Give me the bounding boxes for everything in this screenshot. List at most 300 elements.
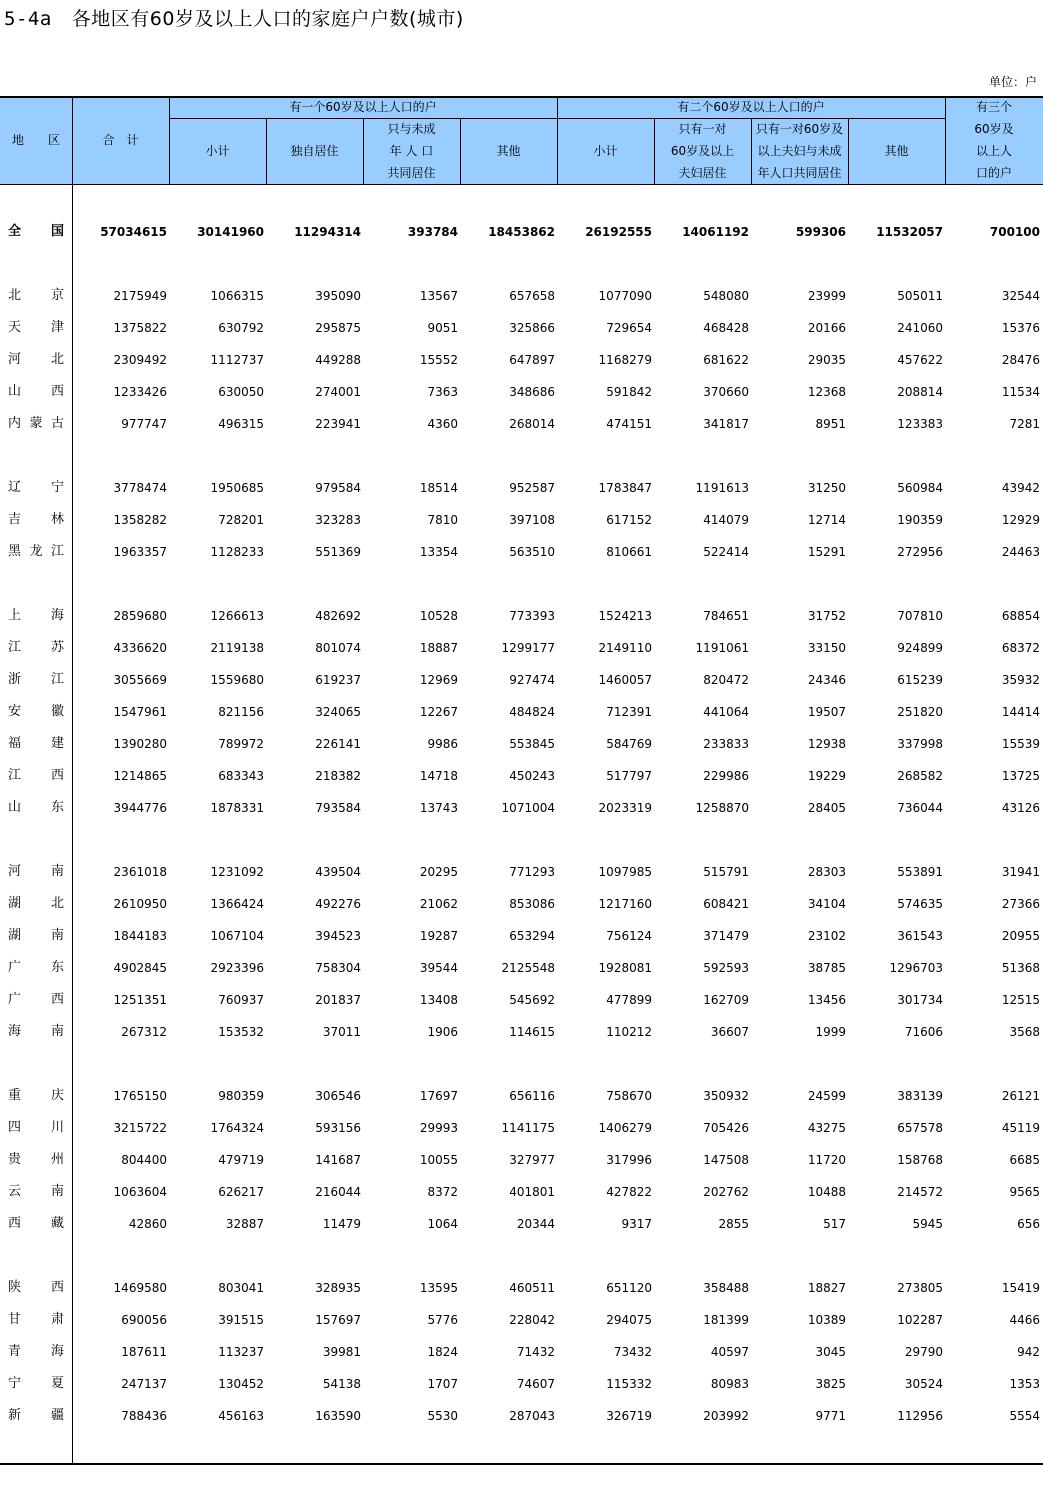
table-row-cell: 34104 bbox=[807, 897, 846, 911]
table-row-cell: 370660 bbox=[703, 385, 749, 399]
table-row-cell: 337998 bbox=[897, 737, 943, 751]
table-row-cell: 551369 bbox=[315, 545, 361, 559]
table-row-cell: 615239 bbox=[897, 673, 943, 687]
table-row-cell: 2361018 bbox=[113, 865, 167, 879]
table-row-cell: 20295 bbox=[419, 865, 458, 879]
table-row-cell: 2923396 bbox=[210, 961, 264, 975]
table-row-cell: 647897 bbox=[509, 353, 555, 367]
table-row-cell: 729654 bbox=[606, 321, 652, 335]
table-row-cell: 114615 bbox=[509, 1025, 555, 1039]
table-row-cell: 4336620 bbox=[113, 641, 167, 655]
table-row-cell: 1366424 bbox=[210, 897, 264, 911]
table-row-cell: 51368 bbox=[1001, 961, 1040, 975]
table-row-cell: 45119 bbox=[1001, 1121, 1040, 1135]
header-total: 合 计 bbox=[72, 96, 169, 184]
table-row-cell: 584769 bbox=[606, 737, 652, 751]
table-row-cell: 21062 bbox=[419, 897, 458, 911]
table-row-cell: 593156 bbox=[315, 1121, 361, 1135]
table-row-cell: 20166 bbox=[807, 321, 846, 335]
header-g1-minor-line: 年 人 口 bbox=[389, 144, 434, 158]
unit-label: 单位：户 bbox=[988, 75, 1037, 89]
table-row-cell: 1950685 bbox=[210, 481, 264, 495]
table-row-region: 浙 江 bbox=[8, 672, 64, 687]
header-region: 地 区 bbox=[0, 96, 72, 184]
table-row-region: 四 川 bbox=[8, 1120, 64, 1135]
table-row-cell: 1258870 bbox=[695, 801, 749, 815]
table-row-cell: 7363 bbox=[427, 385, 458, 399]
header-g1-minor bbox=[363, 118, 460, 184]
table-row-cell: 23999 bbox=[807, 289, 846, 303]
table-row-cell: 24346 bbox=[807, 673, 846, 687]
table-row-cell: 33150 bbox=[807, 641, 846, 655]
table-row-cell: 12267 bbox=[419, 705, 458, 719]
header-divider bbox=[169, 96, 170, 184]
table-row-cell: 268014 bbox=[509, 417, 555, 431]
table-row-cell: 391515 bbox=[218, 1313, 264, 1327]
table-row-cell: 15419 bbox=[1001, 1281, 1040, 1295]
table-row-region: 宁 夏 bbox=[8, 1376, 64, 1391]
table-row-cell: 394523 bbox=[315, 929, 361, 943]
table-row-cell: 3215722 bbox=[113, 1121, 167, 1135]
table-row-cell: 456163 bbox=[218, 1409, 264, 1423]
table-row-cell: 71432 bbox=[516, 1345, 555, 1359]
table-row-cell: 1067104 bbox=[210, 929, 264, 943]
header-g1-alone: 独自居住 bbox=[266, 118, 363, 184]
table-row-cell: 294075 bbox=[606, 1313, 652, 1327]
table-row-region: 河 北 bbox=[8, 352, 64, 367]
table-row-cell: 162709 bbox=[703, 993, 749, 1007]
table-row-cell: 1783847 bbox=[598, 481, 652, 495]
table-row-cell: 656116 bbox=[509, 1089, 555, 1103]
table-row-cell: 952587 bbox=[509, 481, 555, 495]
table-row-region: 辽 宁 bbox=[8, 480, 64, 495]
header-group3-line: 口的户 bbox=[975, 166, 1012, 180]
header-group3-line: 60岁及 bbox=[974, 122, 1014, 136]
table-row-cell: 112956 bbox=[897, 1409, 943, 1423]
table-row-cell: 804400 bbox=[121, 1153, 167, 1167]
table-row-cell: 228042 bbox=[509, 1313, 555, 1327]
table-row-cell: 4466 bbox=[1009, 1313, 1040, 1327]
table-row-cell: 38785 bbox=[807, 961, 846, 975]
table-row-cell: 441064 bbox=[703, 705, 749, 719]
national-row-cell: 14061192 bbox=[682, 225, 749, 239]
table-row-cell: 181399 bbox=[703, 1313, 749, 1327]
table-row-cell: 1375822 bbox=[113, 321, 167, 335]
table-row-region: 内蒙古 bbox=[8, 416, 64, 431]
header-g2-other: 其他 bbox=[848, 118, 945, 184]
table-row-cell: 1233426 bbox=[113, 385, 167, 399]
table-code: 5-4a bbox=[4, 8, 52, 30]
table-row-cell: 1266613 bbox=[210, 609, 264, 623]
table-row-cell: 574635 bbox=[897, 897, 943, 911]
table-row-cell: 190359 bbox=[897, 513, 943, 527]
table-row-cell: 1141175 bbox=[501, 1121, 555, 1135]
header-divider bbox=[751, 118, 752, 184]
table-row-cell: 2610950 bbox=[113, 897, 167, 911]
table-row-cell: 54138 bbox=[322, 1377, 361, 1391]
table-row-cell: 223941 bbox=[315, 417, 361, 431]
table-row-cell: 617152 bbox=[606, 513, 652, 527]
header-divider bbox=[557, 96, 558, 184]
table-row-cell: 12969 bbox=[419, 673, 458, 687]
region-column-divider bbox=[72, 184, 73, 1464]
table-row-cell: 11720 bbox=[807, 1153, 846, 1167]
table-row-cell: 32887 bbox=[225, 1217, 264, 1231]
table-row-cell: 325866 bbox=[509, 321, 555, 335]
table-row-cell: 712391 bbox=[606, 705, 652, 719]
table-row-cell: 274001 bbox=[315, 385, 361, 399]
table-row-cell: 10528 bbox=[419, 609, 458, 623]
table-row-cell: 439504 bbox=[315, 865, 361, 879]
table-row-cell: 810661 bbox=[606, 545, 652, 559]
national-row-cell: 11294314 bbox=[294, 225, 361, 239]
table-row-cell: 592593 bbox=[703, 961, 749, 975]
header-g1-minor-line: 只与未成 bbox=[387, 122, 436, 136]
table-row-cell: 14718 bbox=[419, 769, 458, 783]
table-row-cell: 457622 bbox=[897, 353, 943, 367]
table-row-cell: 14414 bbox=[1001, 705, 1040, 719]
national-row-cell: 30141960 bbox=[197, 225, 264, 239]
table-row-cell: 484824 bbox=[509, 705, 555, 719]
table-row-cell: 1469580 bbox=[113, 1281, 167, 1295]
header-bottom-line bbox=[0, 184, 1043, 185]
table-row-cell: 43126 bbox=[1001, 801, 1040, 815]
table-row-cell: 9565 bbox=[1009, 1185, 1040, 1199]
table-row-cell: 3825 bbox=[815, 1377, 846, 1391]
table-row-region: 福 建 bbox=[8, 736, 64, 751]
table-row-cell: 7810 bbox=[427, 513, 458, 527]
table-row-cell: 1063604 bbox=[113, 1185, 167, 1199]
table-row-cell: 619237 bbox=[315, 673, 361, 687]
national-row-cell: 700100 bbox=[989, 225, 1040, 239]
table-row-region: 陕 西 bbox=[8, 1280, 64, 1295]
table-row-cell: 68372 bbox=[1001, 641, 1040, 655]
table-row-cell: 1999 bbox=[815, 1025, 846, 1039]
table-row-cell: 28303 bbox=[807, 865, 846, 879]
table-row-cell: 4902845 bbox=[113, 961, 167, 975]
table-row-cell: 1765150 bbox=[113, 1089, 167, 1103]
table-row-cell: 2023319 bbox=[598, 801, 652, 815]
table-row-cell: 11534 bbox=[1001, 385, 1040, 399]
table-row-cell: 1214865 bbox=[113, 769, 167, 783]
table-row-cell: 158768 bbox=[897, 1153, 943, 1167]
table-row-cell: 218382 bbox=[315, 769, 361, 783]
table-row-cell: 1358282 bbox=[113, 513, 167, 527]
table-row-cell: 267312 bbox=[121, 1025, 167, 1039]
table-row-cell: 102287 bbox=[897, 1313, 943, 1327]
table-row-cell: 5945 bbox=[912, 1217, 943, 1231]
table-row-cell: 482692 bbox=[315, 609, 361, 623]
table-row-cell: 1128233 bbox=[210, 545, 264, 559]
table-row-cell: 71606 bbox=[904, 1025, 943, 1039]
table-row-cell: 1460057 bbox=[598, 673, 652, 687]
table-row-cell: 130452 bbox=[218, 1377, 264, 1391]
header-group2: 有二个60岁及以上人口的户 bbox=[557, 96, 945, 118]
table-row-cell: 821156 bbox=[218, 705, 264, 719]
table-row-cell: 241060 bbox=[897, 321, 943, 335]
table-row-cell: 10055 bbox=[419, 1153, 458, 1167]
table-row-cell: 13408 bbox=[419, 993, 458, 1007]
table-row-cell: 563510 bbox=[509, 545, 555, 559]
table-row-cell: 326719 bbox=[606, 1409, 652, 1423]
table-row-region: 广 东 bbox=[8, 960, 64, 975]
table-row-cell: 123383 bbox=[897, 417, 943, 431]
table-row-cell: 273805 bbox=[897, 1281, 943, 1295]
table-row-cell: 2855 bbox=[718, 1217, 749, 1231]
table-row-cell: 4360 bbox=[427, 417, 458, 431]
table-row-cell: 9317 bbox=[621, 1217, 652, 1231]
national-row-cell: 11532057 bbox=[876, 225, 943, 239]
table-row-cell: 226141 bbox=[315, 737, 361, 751]
table-row-cell: 460511 bbox=[509, 1281, 555, 1295]
table-row-region: 重 庆 bbox=[8, 1088, 64, 1103]
table-row-cell: 515791 bbox=[703, 865, 749, 879]
table-row-cell: 760937 bbox=[218, 993, 264, 1007]
header-divider bbox=[945, 96, 946, 184]
national-row-cell: 18453862 bbox=[488, 225, 555, 239]
table-row-cell: 29993 bbox=[419, 1121, 458, 1135]
table-row-cell: 324065 bbox=[315, 705, 361, 719]
table-row-cell: 1906 bbox=[427, 1025, 458, 1039]
table-row-cell: 545692 bbox=[509, 993, 555, 1007]
table-row-cell: 147508 bbox=[703, 1153, 749, 1167]
table-row-cell: 272956 bbox=[897, 545, 943, 559]
table-row-cell: 23102 bbox=[807, 929, 846, 943]
table-row-cell: 12929 bbox=[1001, 513, 1040, 527]
table-row-cell: 19229 bbox=[807, 769, 846, 783]
table-row-cell: 110212 bbox=[606, 1025, 652, 1039]
table-row-cell: 7281 bbox=[1009, 417, 1040, 431]
table-row-cell: 517797 bbox=[606, 769, 652, 783]
table-row-region: 江 西 bbox=[8, 768, 64, 783]
table-row-cell: 1191613 bbox=[695, 481, 749, 495]
table-row-cell: 28405 bbox=[807, 801, 846, 815]
table-row-cell: 383139 bbox=[897, 1089, 943, 1103]
table-row-cell: 427822 bbox=[606, 1185, 652, 1199]
header-divider bbox=[72, 96, 73, 184]
table-row-cell: 1064 bbox=[427, 1217, 458, 1231]
header-g2-couple bbox=[654, 118, 751, 184]
header-g2-couple-minor-line: 只有一对60岁及 bbox=[755, 122, 844, 136]
table-row-cell: 19507 bbox=[807, 705, 846, 719]
table-row-cell: 756124 bbox=[606, 929, 652, 943]
table-row-cell: 2859680 bbox=[113, 609, 167, 623]
table-row-cell: 32544 bbox=[1001, 289, 1040, 303]
table-row-cell: 468428 bbox=[703, 321, 749, 335]
table-row-cell: 268582 bbox=[897, 769, 943, 783]
table-row-region: 新 疆 bbox=[8, 1408, 64, 1423]
table-row-cell: 560984 bbox=[897, 481, 943, 495]
table-row-cell: 683343 bbox=[218, 769, 264, 783]
table-row-cell: 287043 bbox=[509, 1409, 555, 1423]
page-title bbox=[4, 4, 464, 31]
table-row-cell: 728201 bbox=[218, 513, 264, 527]
header-group1: 有一个60岁及以上人口的户 bbox=[169, 96, 557, 118]
table-row-cell: 1524213 bbox=[598, 609, 652, 623]
table-row-cell: 36607 bbox=[710, 1025, 749, 1039]
table-row-cell: 707810 bbox=[897, 609, 943, 623]
table-row-region: 云 南 bbox=[8, 1184, 64, 1199]
header-g2-couple-minor-line: 以上夫妇与未成 bbox=[757, 144, 842, 158]
table-row-cell: 2309492 bbox=[113, 353, 167, 367]
header-g2-couple-line: 夫妇居住 bbox=[678, 166, 727, 180]
table-row-cell: 323283 bbox=[315, 513, 361, 527]
table-row-cell: 2125548 bbox=[501, 961, 555, 975]
table-row-cell: 1878331 bbox=[210, 801, 264, 815]
header-g2-couple-line: 只有一对 bbox=[678, 122, 727, 136]
header-divider bbox=[654, 118, 655, 184]
table-row-cell: 214572 bbox=[897, 1185, 943, 1199]
table-row-region: 甘 肃 bbox=[8, 1312, 64, 1327]
table-row-cell: 39981 bbox=[322, 1345, 361, 1359]
table-row-cell: 29035 bbox=[807, 353, 846, 367]
national-row-cell: 57034615 bbox=[100, 225, 167, 239]
table-row-cell: 10389 bbox=[807, 1313, 846, 1327]
table-row-cell: 788436 bbox=[121, 1409, 167, 1423]
national-row-cell: 26192555 bbox=[585, 225, 652, 239]
table-row-cell: 9051 bbox=[427, 321, 458, 335]
table-row-cell: 477899 bbox=[606, 993, 652, 1007]
table-row-cell: 3568 bbox=[1009, 1025, 1040, 1039]
table-row-region: 西 藏 bbox=[8, 1216, 64, 1231]
table-row-cell: 9771 bbox=[815, 1409, 846, 1423]
table-row-cell: 591842 bbox=[606, 385, 652, 399]
table-row-cell: 979584 bbox=[315, 481, 361, 495]
table-row-cell: 201837 bbox=[315, 993, 361, 1007]
table-row-cell: 1296703 bbox=[889, 961, 943, 975]
table-row-cell: 771293 bbox=[509, 865, 555, 879]
header-group3-line: 以上人 bbox=[975, 144, 1012, 158]
table-row-cell: 8951 bbox=[815, 417, 846, 431]
table-row-cell: 758670 bbox=[606, 1089, 652, 1103]
table-row-cell: 43275 bbox=[807, 1121, 846, 1135]
table-row-cell: 317996 bbox=[606, 1153, 652, 1167]
table-row-cell: 18514 bbox=[419, 481, 458, 495]
table-row-cell: 1077090 bbox=[598, 289, 652, 303]
table-row-cell: 548080 bbox=[703, 289, 749, 303]
table-row-cell: 3944776 bbox=[113, 801, 167, 815]
table-row-cell: 397108 bbox=[509, 513, 555, 527]
table-title: 各地区有60岁及以上人口的家庭户户数(城市) bbox=[71, 8, 464, 30]
table-row-region: 河 南 bbox=[8, 864, 64, 879]
table-row-cell: 40597 bbox=[710, 1345, 749, 1359]
table-row-cell: 1353 bbox=[1009, 1377, 1040, 1391]
header-g1-subtotal: 小计 bbox=[169, 118, 266, 184]
table-row-cell: 74607 bbox=[516, 1377, 555, 1391]
header-group3 bbox=[945, 96, 1043, 184]
table-row-cell: 73432 bbox=[613, 1345, 652, 1359]
table-row-region: 湖 北 bbox=[8, 896, 64, 911]
table-row-cell: 758304 bbox=[315, 961, 361, 975]
table-row-cell: 1764324 bbox=[210, 1121, 264, 1135]
table-row-cell: 1191061 bbox=[695, 641, 749, 655]
table-row-cell: 942 bbox=[1017, 1345, 1040, 1359]
table-row-cell: 630050 bbox=[218, 385, 264, 399]
table-row-cell: 789972 bbox=[218, 737, 264, 751]
table-row-cell: 371479 bbox=[703, 929, 749, 943]
table-row-cell: 31941 bbox=[1001, 865, 1040, 879]
table-row-cell: 1707 bbox=[427, 1377, 458, 1391]
table-row-cell: 5530 bbox=[427, 1409, 458, 1423]
table-row-region: 山 西 bbox=[8, 384, 64, 399]
table-row-cell: 1112737 bbox=[210, 353, 264, 367]
table-row-cell: 13456 bbox=[807, 993, 846, 1007]
table-row-cell: 705426 bbox=[703, 1121, 749, 1135]
table-row-cell: 341817 bbox=[703, 417, 749, 431]
table-row-region: 吉 林 bbox=[8, 512, 64, 527]
table-row-cell: 24463 bbox=[1001, 545, 1040, 559]
table-row-cell: 479719 bbox=[218, 1153, 264, 1167]
table-row-cell: 2175949 bbox=[113, 289, 167, 303]
table-row-cell: 1390280 bbox=[113, 737, 167, 751]
table-row-cell: 28476 bbox=[1001, 353, 1040, 367]
table-row-cell: 301734 bbox=[897, 993, 943, 1007]
table-row-cell: 820472 bbox=[703, 673, 749, 687]
table-row-cell: 801074 bbox=[315, 641, 361, 655]
table-row-cell: 1231092 bbox=[210, 865, 264, 879]
table-row-cell: 295875 bbox=[315, 321, 361, 335]
table-row-cell: 43942 bbox=[1001, 481, 1040, 495]
table-row-cell: 27366 bbox=[1001, 897, 1040, 911]
table-row-cell: 1406279 bbox=[598, 1121, 652, 1135]
table-row-cell: 6685 bbox=[1009, 1153, 1040, 1167]
table-row-cell: 141687 bbox=[315, 1153, 361, 1167]
table-row-cell: 1097985 bbox=[598, 865, 652, 879]
table-row-cell: 13595 bbox=[419, 1281, 458, 1295]
table-row-cell: 1928081 bbox=[598, 961, 652, 975]
table-row-cell: 18827 bbox=[807, 1281, 846, 1295]
table-row-cell: 157697 bbox=[315, 1313, 361, 1327]
header-g2-couple-line: 60岁及以上 bbox=[670, 144, 735, 158]
table-row-cell: 522414 bbox=[703, 545, 749, 559]
table-row-cell: 3045 bbox=[815, 1345, 846, 1359]
table-row-cell: 35932 bbox=[1001, 673, 1040, 687]
table-row-cell: 977747 bbox=[121, 417, 167, 431]
table-row-cell: 450243 bbox=[509, 769, 555, 783]
table-row-cell: 803041 bbox=[218, 1281, 264, 1295]
table-row-cell: 12515 bbox=[1001, 993, 1040, 1007]
table-row-cell: 12714 bbox=[807, 513, 846, 527]
table-row-cell: 11479 bbox=[322, 1217, 361, 1231]
table-row-cell: 13354 bbox=[419, 545, 458, 559]
table-row-cell: 251820 bbox=[897, 705, 943, 719]
table-row-cell: 229986 bbox=[703, 769, 749, 783]
header-g2-subtotal: 小计 bbox=[557, 118, 654, 184]
table-row-cell: 1824 bbox=[427, 1345, 458, 1359]
table-row-cell: 13567 bbox=[419, 289, 458, 303]
table-row-cell: 517 bbox=[823, 1217, 846, 1231]
table-row-cell: 233833 bbox=[703, 737, 749, 751]
table-row-cell: 5776 bbox=[427, 1313, 458, 1327]
header-g2-couple-minor bbox=[751, 118, 848, 184]
table-row-cell: 15376 bbox=[1001, 321, 1040, 335]
table-row-cell: 496315 bbox=[218, 417, 264, 431]
table-row-cell: 348686 bbox=[509, 385, 555, 399]
table-row-cell: 626217 bbox=[218, 1185, 264, 1199]
header-group3-line: 有三个 bbox=[975, 100, 1012, 114]
table-row-cell: 414079 bbox=[703, 513, 749, 527]
header-divider bbox=[460, 118, 461, 184]
table-row-cell: 1559680 bbox=[210, 673, 264, 687]
table-row-cell: 13725 bbox=[1001, 769, 1040, 783]
table-row-cell: 681622 bbox=[703, 353, 749, 367]
table-row-cell: 68854 bbox=[1001, 609, 1040, 623]
table-row-cell: 401801 bbox=[509, 1185, 555, 1199]
table-row-cell: 31250 bbox=[807, 481, 846, 495]
table-row-cell: 12368 bbox=[807, 385, 846, 399]
table-row-cell: 1547961 bbox=[113, 705, 167, 719]
table-row-cell: 12938 bbox=[807, 737, 846, 751]
